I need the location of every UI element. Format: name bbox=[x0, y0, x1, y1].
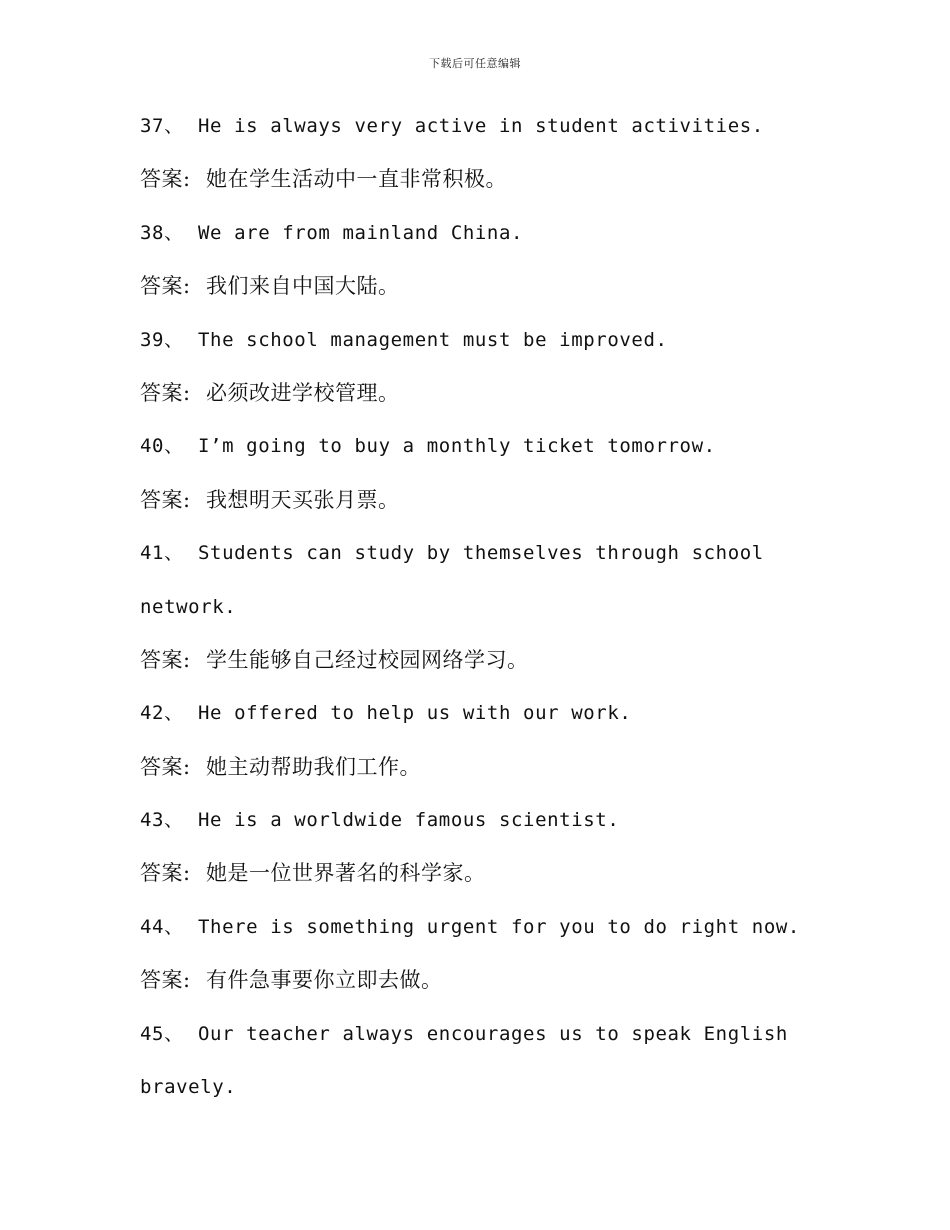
question-line bbox=[140, 901, 800, 954]
question-number: 44、 bbox=[140, 915, 184, 938]
question-line bbox=[140, 794, 780, 847]
answer-line bbox=[140, 474, 780, 527]
answer-text: 她主动帮助我们工作。 bbox=[206, 754, 421, 779]
answer-line bbox=[140, 260, 780, 313]
answer-line bbox=[140, 954, 780, 1007]
answer-text: 她在学生活动中一直非常积极。 bbox=[206, 167, 507, 192]
question-number: 45、 bbox=[140, 1022, 184, 1045]
answer-line bbox=[140, 634, 780, 687]
question-line bbox=[140, 100, 780, 153]
question-number: 37、 bbox=[140, 115, 184, 137]
question-text: Our teacher always encourages us to speak English bbox=[198, 1022, 788, 1045]
question-line bbox=[140, 687, 780, 740]
question-text: He offered to help us with our work. bbox=[198, 702, 632, 725]
question-line bbox=[140, 420, 780, 473]
answer-line bbox=[140, 847, 780, 900]
question-number: 40、 bbox=[140, 435, 184, 458]
answer-text: 我想明天买张月票。 bbox=[206, 487, 400, 512]
question-continuation: network. bbox=[140, 595, 237, 618]
answer-text: 有件急事要你立即去做。 bbox=[206, 968, 443, 993]
question-line bbox=[140, 1008, 788, 1061]
answer-label: 答案: bbox=[140, 647, 191, 672]
question-number: 43、 bbox=[140, 809, 184, 832]
document-body bbox=[140, 100, 800, 1114]
question-line bbox=[140, 207, 780, 260]
question-text: The school management must be improved. bbox=[198, 328, 668, 351]
answer-label: 答案: bbox=[140, 754, 191, 779]
answer-line bbox=[140, 153, 780, 206]
answer-line bbox=[140, 741, 780, 794]
answer-label: 答案: bbox=[140, 487, 191, 512]
page-header: 下载后可任意编辑 bbox=[429, 57, 521, 70]
answer-label: 答案: bbox=[140, 380, 191, 405]
question-line bbox=[140, 314, 780, 367]
question-number: 41、 bbox=[140, 542, 184, 565]
question-text: He is a worldwide famous scientist. bbox=[198, 809, 620, 832]
question-number: 38、 bbox=[140, 221, 184, 244]
question-text: He is always very active in student activities. bbox=[198, 115, 764, 137]
question-text: Students can study by themselves through school bbox=[198, 542, 764, 565]
answer-text: 必须改进学校管理。 bbox=[206, 380, 400, 405]
answer-label: 答案: bbox=[140, 968, 191, 993]
question-text: We are from mainland China. bbox=[198, 221, 524, 244]
question-line bbox=[140, 527, 780, 580]
question-number: 42、 bbox=[140, 702, 184, 725]
answer-line bbox=[140, 367, 780, 420]
answer-label: 答案: bbox=[140, 861, 191, 886]
answer-text: 我们来自中国大陆。 bbox=[206, 274, 400, 299]
answer-text: 她是一位世界著名的科学家。 bbox=[206, 861, 486, 886]
question-number: 39、 bbox=[140, 328, 184, 351]
question-text: There is something urgent for you to do right now. bbox=[198, 915, 800, 938]
answer-label: 答案: bbox=[140, 274, 191, 299]
question-text: I’m going to buy a monthly ticket tomorrow. bbox=[198, 435, 716, 458]
question-continuation: bravely. bbox=[140, 1076, 237, 1099]
answer-label: 答案: bbox=[140, 167, 191, 192]
answer-text: 学生能够自己经过校园网络学习。 bbox=[206, 647, 529, 672]
